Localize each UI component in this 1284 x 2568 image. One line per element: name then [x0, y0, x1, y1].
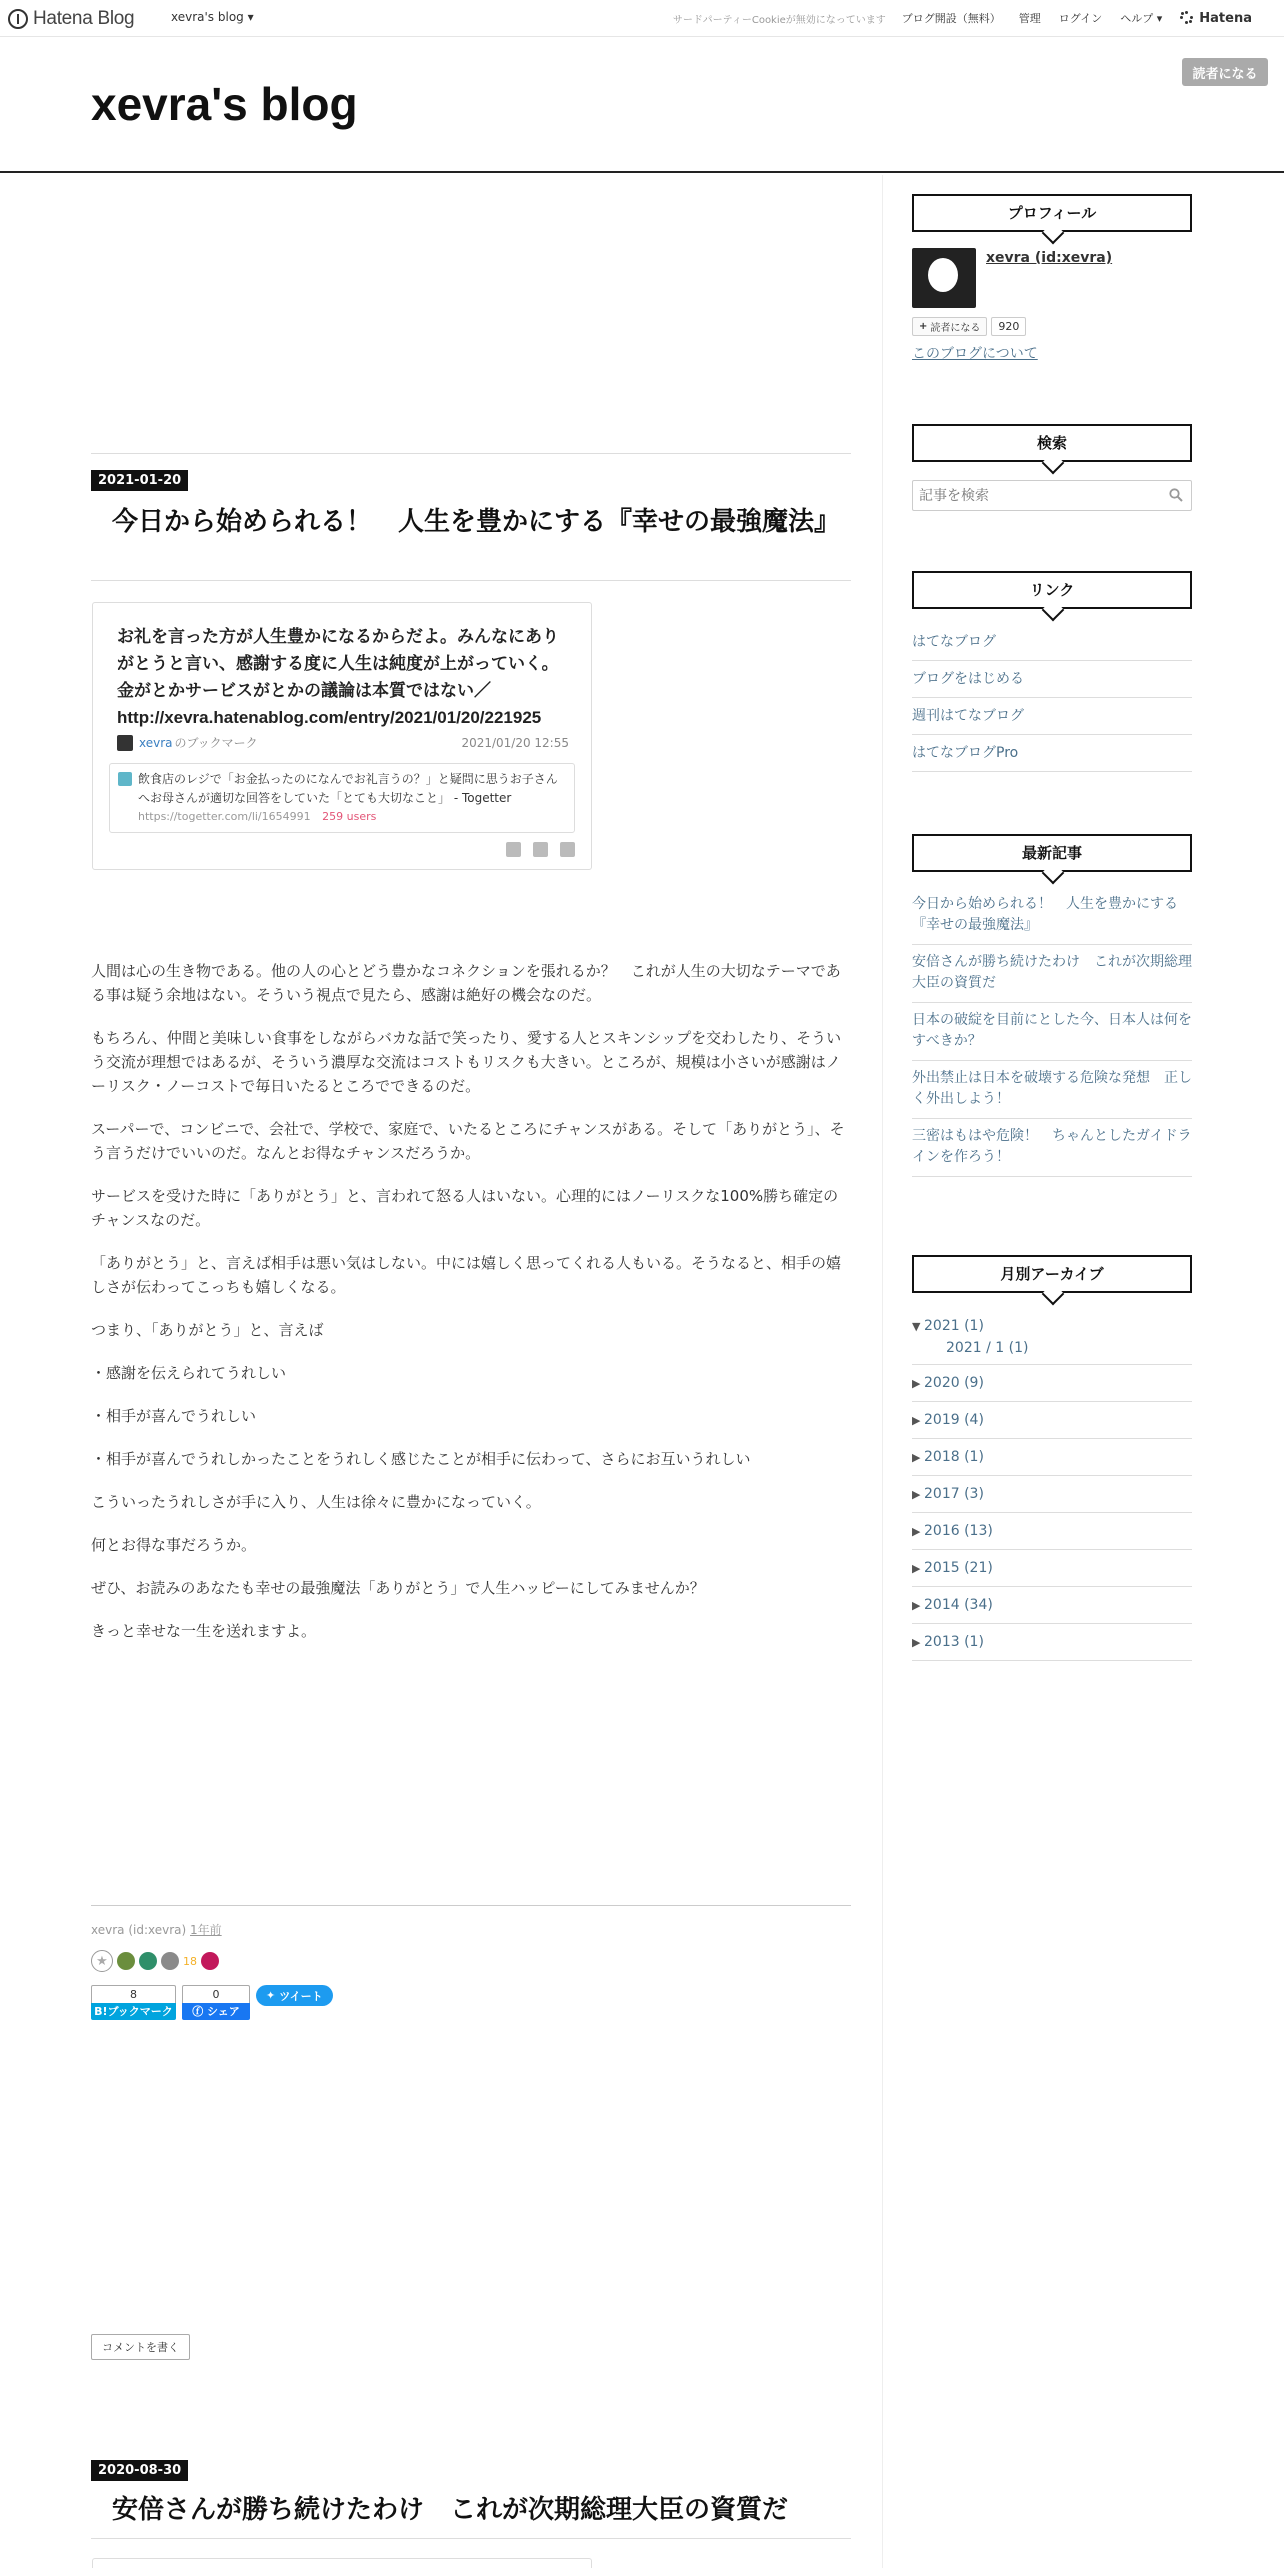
hatena-label: Hatena — [1199, 10, 1252, 26]
linked-article-url-line — [138, 810, 376, 823]
triangle-right-icon[interactable]: ▶ — [912, 1599, 921, 1612]
entry-date[interactable]: 2021-01-20 — [91, 470, 188, 491]
hatena-bookmark-embed — [92, 2558, 592, 2568]
column-divider — [882, 175, 883, 2568]
share-buttons — [91, 1985, 333, 2020]
archive-year[interactable] — [912, 1316, 1192, 1337]
archive-year-label[interactable]: 2021 (1) — [924, 1318, 984, 1334]
blog-menu[interactable]: xevra's blog ▾ — [171, 10, 254, 24]
twitter-bird-icon: ✦ — [266, 1989, 276, 2002]
about-blog-link[interactable]: このブログについて — [912, 346, 1038, 362]
embed-user[interactable]: xevra — [139, 735, 173, 750]
star-user-avatar-icon[interactable] — [117, 1952, 135, 1970]
archive-year-label[interactable]: 2019 (4) — [924, 1412, 984, 1428]
links-module-title: リンク — [912, 571, 1192, 609]
help-menu[interactable]: ヘルプ ▾ — [1120, 12, 1163, 25]
linked-article-url[interactable]: https://togetter.com/li/1654991 — [138, 810, 311, 823]
body-paragraph: つまり、「ありがとう」と、言えば — [91, 1321, 324, 1339]
reader-count[interactable]: 920 — [991, 317, 1026, 336]
admin-link[interactable]: 管理 — [1018, 12, 1041, 25]
hatena-topbar — [0, 0, 1284, 37]
tweet-button[interactable] — [256, 1985, 333, 2006]
recent-entry[interactable]: 三密はもはや危険！ ちゃんとしたガイドラインを作ろう！ — [912, 1119, 1192, 1177]
triangle-down-icon[interactable]: ▼ — [912, 1320, 921, 1333]
blog-header — [0, 37, 1284, 173]
hatena-stars — [91, 1950, 219, 1972]
archive-year[interactable] — [912, 1365, 1192, 1402]
entry-ago[interactable]: 1年前 — [190, 1923, 222, 1937]
search-icon[interactable] — [1169, 488, 1183, 502]
star-user-avatar-icon[interactable] — [161, 1952, 179, 1970]
body-paragraph: ・感謝を伝えられてうれしい — [91, 1364, 287, 1382]
links-list — [912, 624, 1192, 772]
recent-entries-list — [912, 887, 1192, 1177]
embed-bookmark-label: のブックマーク — [174, 736, 258, 750]
archive-year-label[interactable]: 2013 (1) — [924, 1634, 984, 1650]
link-item[interactable]: はてなブログPro — [912, 735, 1192, 772]
triangle-right-icon[interactable]: ▶ — [912, 1488, 921, 1501]
triangle-right-icon[interactable]: ▶ — [912, 1377, 921, 1390]
search-module-title: 検索 — [912, 424, 1192, 462]
archive-module-title: 月別アーカイブ — [912, 1255, 1192, 1293]
become-reader-button[interactable] — [912, 317, 987, 336]
entry-body — [91, 959, 851, 1662]
archive-year[interactable] — [912, 1476, 1192, 1513]
blog-title[interactable]: xevra's blog — [91, 78, 358, 130]
recent-entry[interactable]: 安倍さんが勝ち続けたわけ これが次期総理大臣の資質だ — [912, 945, 1192, 1003]
embed-linked-article[interactable] — [109, 763, 575, 833]
body-paragraph: きっと幸せな一生を送れますよ。 — [91, 1622, 317, 1640]
cookie-notice[interactable]: サードパーティーCookieが無効になっています — [672, 14, 886, 26]
archive-year-label[interactable]: 2015 (21) — [924, 1560, 993, 1576]
bookmark-users[interactable]: 259 users — [322, 810, 377, 823]
user-avatar-icon — [117, 735, 133, 751]
link-item[interactable]: はてなブログ — [912, 624, 1192, 661]
body-paragraph: 「ありがとう」と、言えば相手は悪い気はしない。中には嬉しく思ってくれる人もいる。そうなると、相手の嬉しさが伝わってこっちも嬉しくなる。 — [91, 1254, 842, 1296]
star-count[interactable]: 18 — [183, 1954, 197, 1968]
entry-title-rule — [91, 2538, 851, 2539]
facebook-share-button[interactable] — [182, 1985, 250, 2020]
bookmark-count: 8 — [91, 1985, 176, 2003]
archive-year-label[interactable]: 2020 (9) — [924, 1375, 984, 1391]
link-item[interactable]: ブログをはじめる — [912, 661, 1192, 698]
login-link[interactable]: ログイン — [1058, 12, 1103, 25]
profile-name[interactable]: xevra (id:xevra) — [986, 250, 1113, 266]
entry-footer-rule — [91, 1905, 851, 1906]
archive-year-label[interactable]: 2018 (1) — [924, 1449, 984, 1465]
archive-year-open — [912, 1308, 1192, 1365]
entry-author-line — [91, 1921, 222, 1938]
reader-row — [912, 317, 1026, 336]
star-user-avatar-icon[interactable] — [201, 1952, 219, 1970]
hatena-dots-icon — [1180, 11, 1194, 25]
embed-meta — [117, 734, 569, 751]
archive-year-label[interactable]: 2017 (3) — [924, 1486, 984, 1502]
body-paragraph: ・相手が喜んでうれしい — [91, 1407, 257, 1425]
archive-month[interactable]: 2021 / 1 (1) — [946, 1340, 1029, 1356]
hatena-blog-logo[interactable] — [8, 8, 134, 30]
triangle-right-icon[interactable]: ▶ — [912, 1562, 921, 1575]
profile-avatar[interactable] — [912, 248, 976, 308]
body-paragraph: 人間は心の生き物である。他の人の心とどう豊かなコネクションを張れるか？ これが人生の大切なテーマである事は疑う余地はない。そういう視点で見たら、感謝は絶好の機会なのだ。 — [91, 962, 841, 1004]
hatena-bookmark-button[interactable] — [91, 1985, 176, 2020]
hatena-link[interactable] — [1180, 11, 1270, 26]
subscribe-button[interactable]: 読者になる — [1182, 58, 1268, 86]
body-paragraph: もちろん、仲間と美味しい食事をしながらバカな話で笑ったり、愛する人とスキンシップを交わしたり、そういう交流が理想ではあるが、そういう濃厚な交流はコストもリスクも大きい。ところが、規模は小さいが感謝はノーリスク・ノーコストで毎日いたるところでできるのだ。 — [91, 1029, 842, 1095]
archive-year[interactable] — [912, 1624, 1192, 1661]
body-paragraph: ぜひ、お読みのあなたも幸せの最強魔法「ありがとう」で人生ハッピーにしてみませんか？ — [91, 1579, 705, 1597]
twitter-icon[interactable] — [506, 842, 521, 857]
embed-title[interactable]: お礼を言った方が人生豊かになるからだよ。みんなにありがとうと言い、感謝する度に人生は純度が上がっていく。金がとかサービスがとかの議論は本質ではない／http://xevra.hatenablog.com/entry/2021/01/20/221925 — [117, 627, 559, 727]
triangle-right-icon[interactable]: ▶ — [912, 1414, 921, 1427]
body-paragraph: こういったうれしさが手に入り、人生は徐々に豊かになっていく。 — [91, 1493, 541, 1511]
embed-time[interactable]: 2021/01/20 12:55 — [461, 735, 569, 750]
star-user-avatar-icon[interactable] — [139, 1952, 157, 1970]
recent-entry[interactable]: 日本の破綻を目前にとした今、日本人は何をすべきか？ — [912, 1003, 1192, 1061]
recent-module-title: 最新記事 — [912, 834, 1192, 872]
link-item[interactable]: 週刊はてなブログ — [912, 698, 1192, 735]
archive-year[interactable] — [912, 1513, 1192, 1550]
entry-top-rule — [91, 453, 851, 454]
hatena-bookmark-embed — [92, 602, 592, 870]
triangle-right-icon[interactable]: ▶ — [912, 1636, 921, 1649]
entry-title[interactable]: 安倍さんが勝ち続けたわけ これが次期総理大臣の資質だ — [112, 2494, 789, 2524]
linked-article-title[interactable]: 飲食店のレジで「お金払ったのになんでお礼言うの？」と疑問に思うお子さんへお母さんが適切な回答をしていた「とても大切なこと」 - Togetter — [138, 772, 558, 805]
entry-author[interactable]: xevra (id:xevra) — [91, 1923, 187, 1937]
triangle-right-icon[interactable]: ▶ — [912, 1451, 921, 1464]
archive-year-label[interactable]: 2014 (34) — [924, 1597, 993, 1613]
archive-year[interactable] — [912, 1402, 1192, 1439]
search-box — [912, 480, 1192, 511]
archive-year[interactable] — [912, 1587, 1192, 1624]
body-paragraph: ・相手が喜んでうれしかったことをうれしく感じたことが相手に伝わって、さらにお互いうれしい — [91, 1450, 751, 1468]
bookmark-label: B!ブックマーク — [91, 2003, 176, 2020]
archive-year[interactable] — [912, 1439, 1192, 1476]
plus-icon: + — [919, 321, 928, 332]
archive-year-label[interactable]: 2016 (13) — [924, 1523, 993, 1539]
body-paragraph: サービスを受けた時に「ありがとう」と、言われて怒る人はいない。心理的にはノーリスクな100%勝ち確定のチャンスなのだ。 — [91, 1187, 839, 1229]
body-paragraph: スーパーで、コンビニで、会社で、学校で、家庭で、いたるところにチャンスがある。そして「ありがとう」、そう言うだけでいいのだ。なんとお得なチャンスだろうか。 — [91, 1120, 845, 1162]
body-paragraph: 何とお得な事だろうか。 — [91, 1536, 257, 1554]
archive-year[interactable] — [912, 1550, 1192, 1587]
become-reader-label: 読者になる — [930, 323, 981, 334]
entry-date[interactable]: 2020-08-30 — [91, 2460, 188, 2481]
open-blog-link[interactable]: ブログ開設（無料） — [901, 12, 1001, 25]
facebook-icon[interactable] — [533, 842, 548, 857]
archive-list — [912, 1308, 1192, 1661]
facebook-count: 0 — [182, 1985, 250, 2003]
togetter-favicon-icon — [118, 772, 132, 786]
profile-module-title: プロフィール — [912, 194, 1192, 232]
write-comment-button[interactable]: コメントを書く — [91, 2334, 190, 2360]
triangle-right-icon[interactable]: ▶ — [912, 1525, 921, 1538]
add-star-icon[interactable]: ★ — [91, 1950, 113, 1972]
search-input[interactable] — [919, 485, 1159, 507]
topbar-right — [673, 0, 1284, 36]
recent-entry[interactable]: 外出禁止は日本を破壊する危険な発想 正しく外出しよう！ — [912, 1061, 1192, 1119]
logo-text: Hatena Blog — [33, 8, 135, 29]
embed-share — [506, 842, 575, 857]
entry-title-rule — [91, 580, 851, 581]
hatena-blog-logo-icon — [8, 9, 28, 29]
tweet-label: ツイート — [279, 1989, 323, 2003]
facebook-label: ⓕ シェア — [182, 2003, 250, 2020]
hatena-bookmark-icon[interactable] — [560, 842, 575, 857]
entry-title[interactable]: 今日から始められる！ 人生を豊かにする『幸せの最強魔法』 — [112, 506, 841, 536]
recent-entry[interactable]: 今日から始められる！ 人生を豊かにする『幸せの最強魔法』 — [912, 887, 1192, 945]
